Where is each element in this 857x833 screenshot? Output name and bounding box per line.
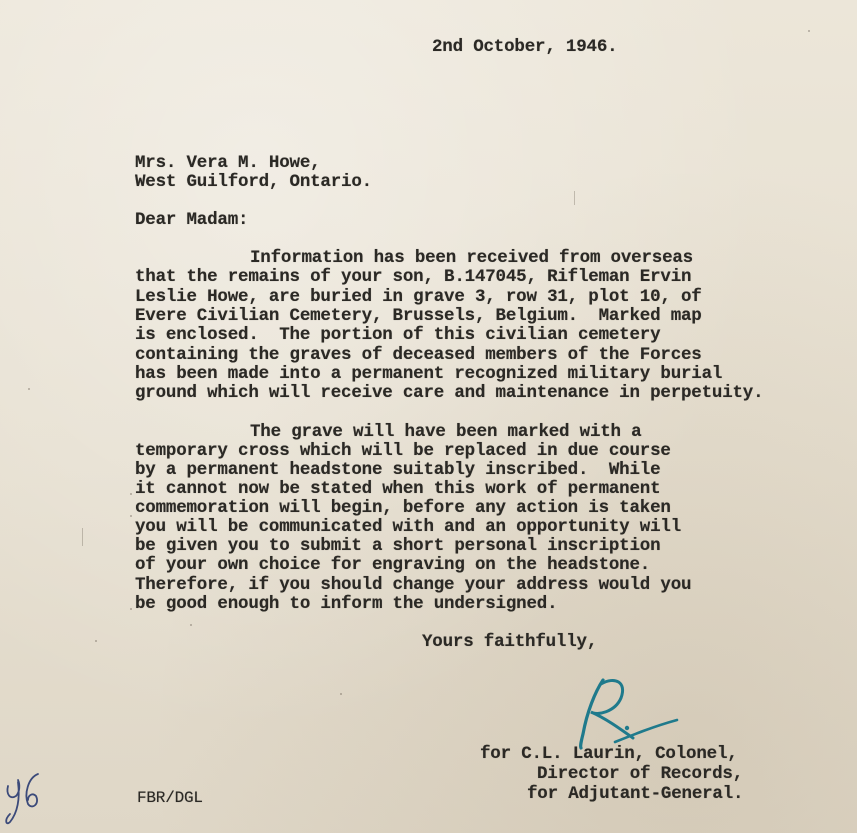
paragraph-line: that the remains of your son, B.147045, Rifleman Ervin bbox=[135, 267, 692, 287]
closing: Yours faithfully, bbox=[422, 632, 598, 652]
paragraph-line: containing the graves of deceased members of the Forces bbox=[135, 345, 702, 365]
recipient-address: West Guilford, Ontario. bbox=[135, 172, 372, 192]
paragraph-line: is enclosed. The portion of this civilian cemetery bbox=[135, 325, 661, 345]
handwritten-margin-note bbox=[0, 768, 50, 828]
letter-date: 2nd October, 1946. bbox=[432, 37, 618, 57]
paragraph-line: ground which will receive care and maintenance in perpetuity. bbox=[135, 383, 764, 403]
paragraph-line: The grave will have been marked with a bbox=[250, 422, 642, 442]
paragraph-line: be good enough to inform the undersigned. bbox=[135, 594, 558, 614]
signatory-line: for C.L. Laurin, Colonel, bbox=[480, 744, 738, 764]
paragraph-line: commemoration will begin, before any action is taken bbox=[135, 498, 671, 518]
paragraph-line: it cannot now be stated when this work of permanent bbox=[135, 479, 661, 499]
signatory-on-behalf: for Adjutant-General. bbox=[527, 784, 744, 804]
paragraph-line: Therefore, if you should change your address would you bbox=[135, 575, 692, 595]
paragraph-line: Leslie Howe, are buried in grave 3, row 31, plot 10, of bbox=[135, 287, 702, 307]
paragraph-line: by a permanent headstone suitably inscribed. While bbox=[135, 460, 661, 480]
reference-initials: FBR/DGL bbox=[137, 789, 203, 807]
salutation: Dear Madam: bbox=[135, 210, 249, 230]
paragraph-line: temporary cross which will be replaced in due course bbox=[135, 441, 671, 461]
paragraph-line: of your own choice for engraving on the headstone. bbox=[135, 555, 651, 575]
paragraph-line: be given you to submit a short personal inscription bbox=[135, 536, 661, 556]
paragraph-line: Evere Civilian Cemetery, Brussels, Belgium. Marked map bbox=[135, 306, 702, 326]
paragraph-line: has been made into a permanent recognized military burial bbox=[135, 364, 723, 384]
paragraph-line: Information has been received from overseas bbox=[250, 248, 693, 268]
paragraph-line: you will be communicated with and an opportunity will bbox=[135, 517, 681, 537]
signatory-title: Director of Records, bbox=[537, 764, 744, 784]
recipient-name: Mrs. Vera M. Howe, bbox=[135, 153, 321, 173]
